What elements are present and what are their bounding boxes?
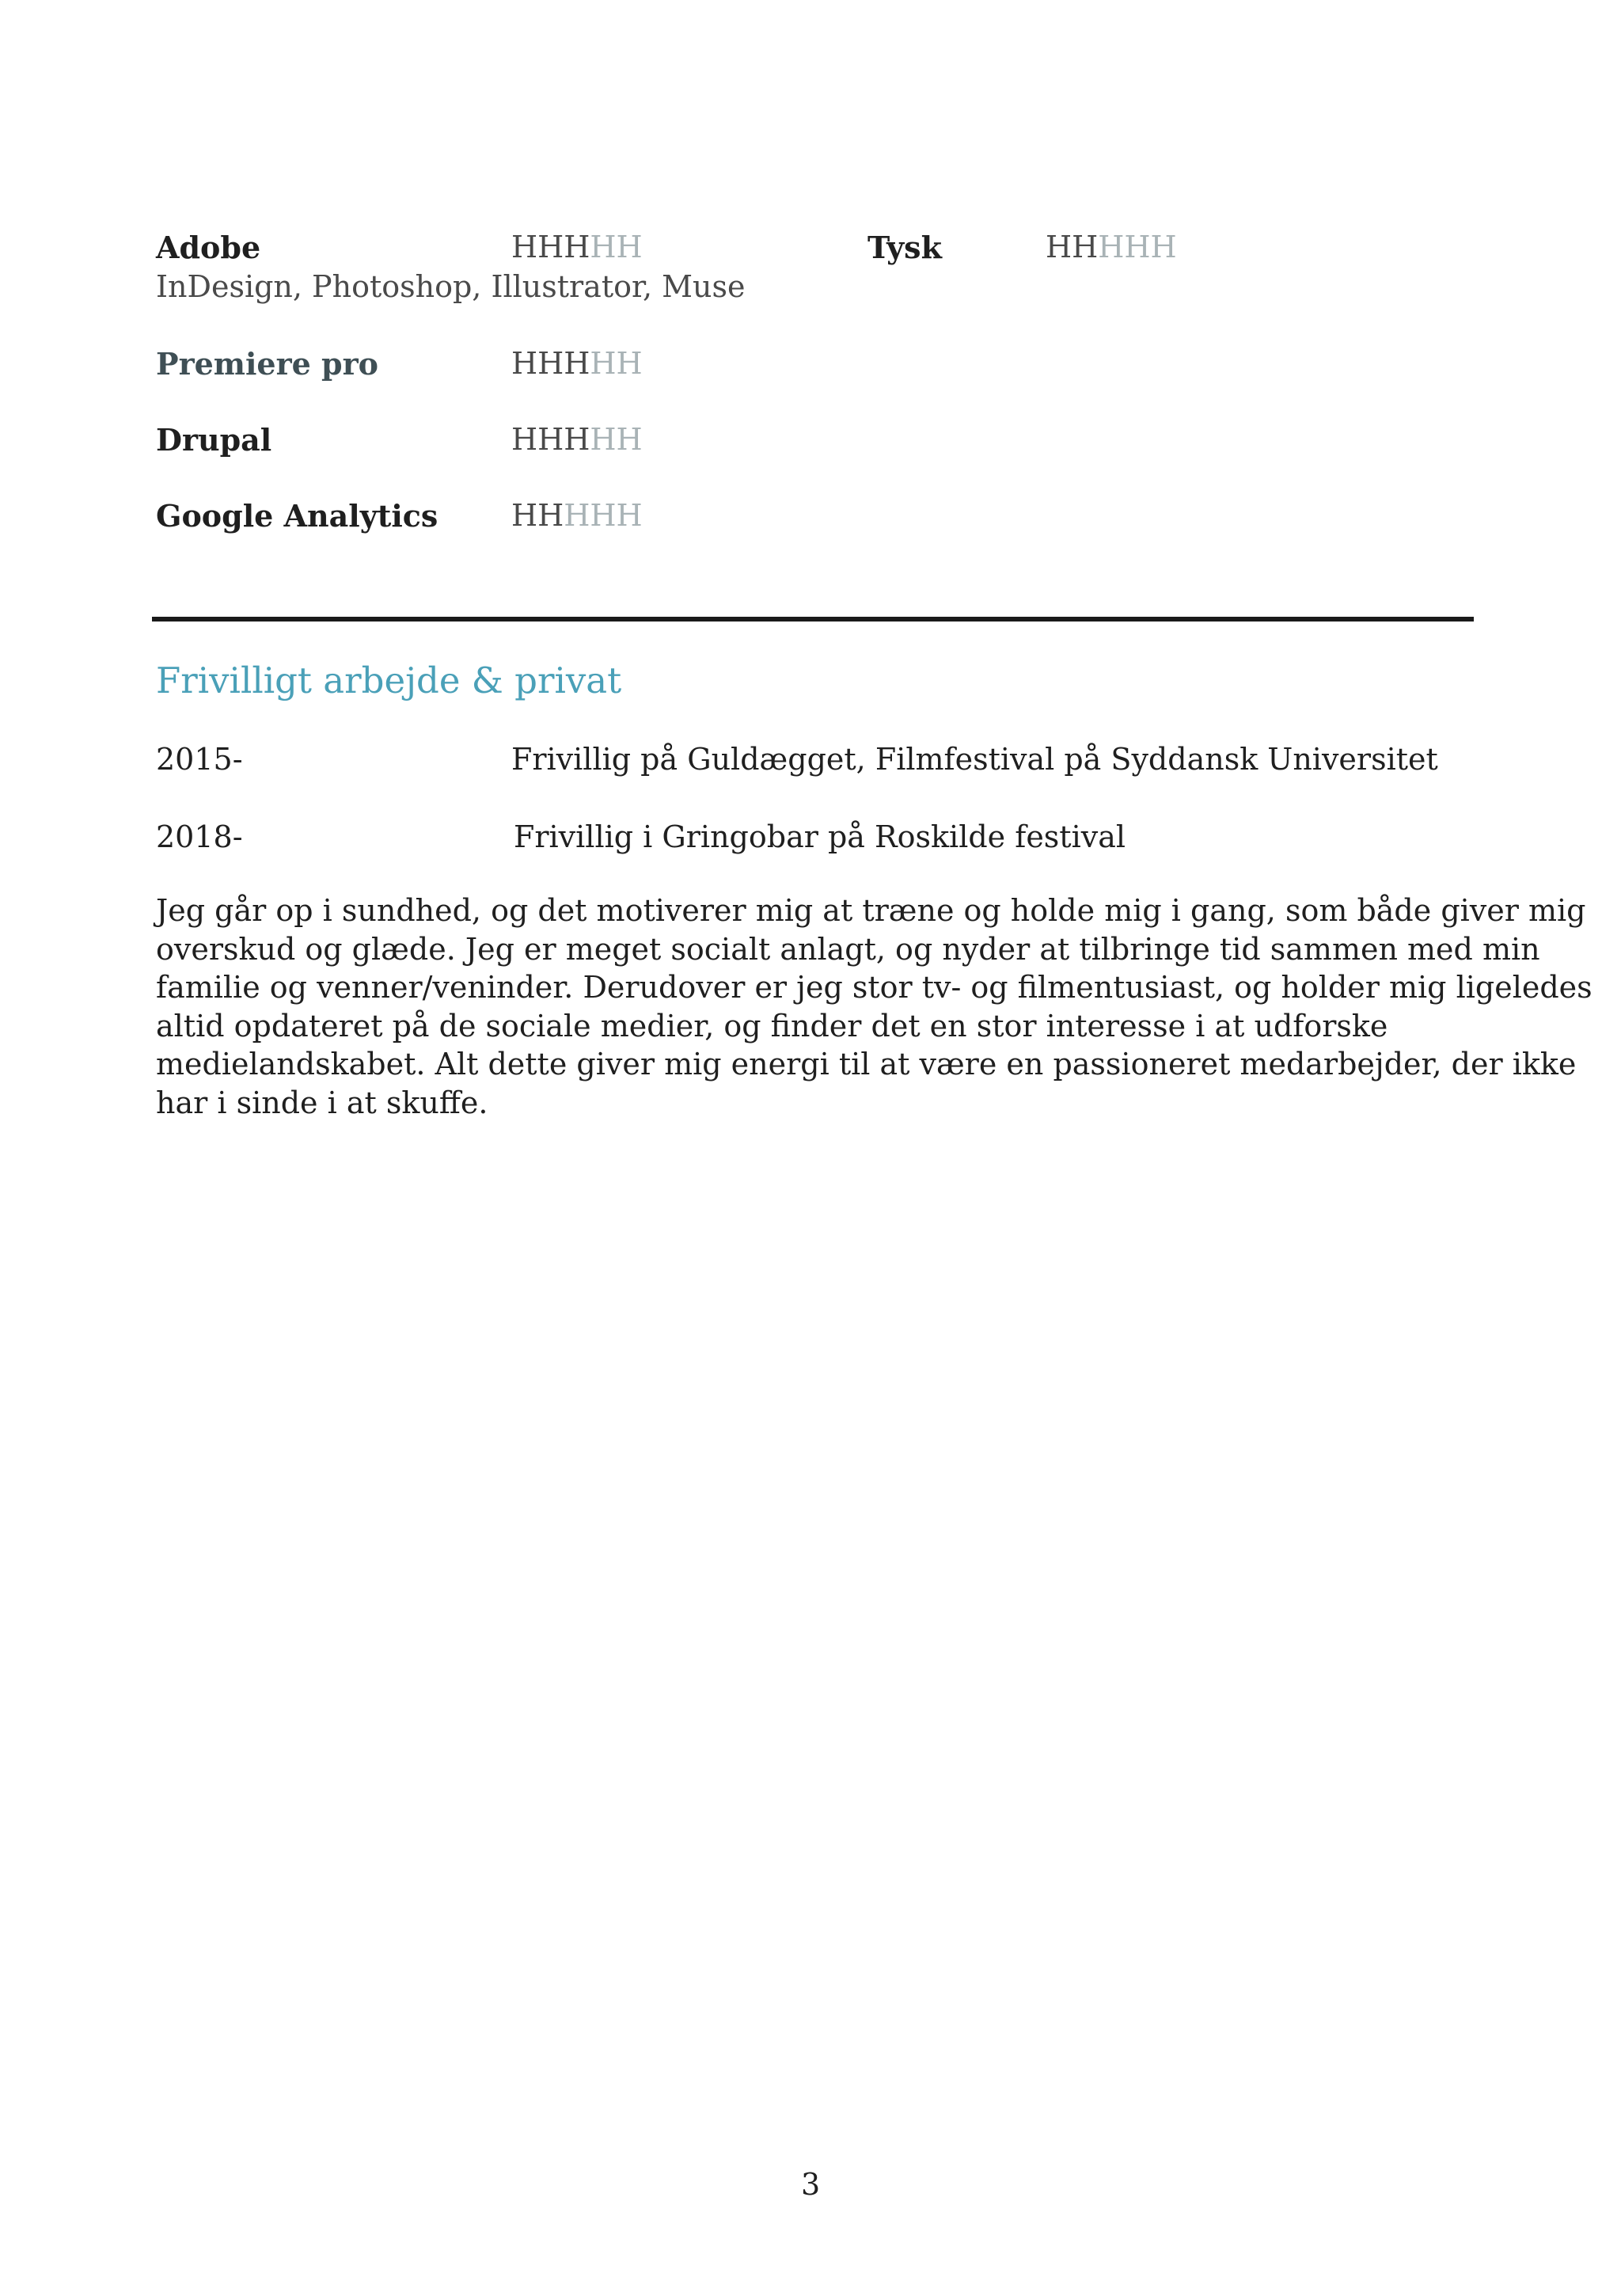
entry-text: Frivillig på Guldægget, Filmfestival på Syddansk Universitet [511,742,1438,777]
paragraph-line: familie og venner/veninder. Derudover er jeg stor tv- og filmentusiast, og holder mig ligeledes [156,970,1593,1005]
rating-empty: HH [590,422,643,457]
paragraph-line: har i sinde i at skuffe. [156,1085,488,1120]
entry-year: 2015- [156,742,243,777]
rating-filled: HHH [511,422,590,457]
rating-empty: HHH [564,498,643,533]
skill-name-google-analytics: Google Analytics [156,498,438,534]
rating-filled: HH [511,498,564,533]
paragraph-line: medielandskabet. Alt dette giver mig energi til at være en passioneret medarbejder, der ikke [156,1047,1577,1081]
language-name-tysk: Tysk [867,230,942,265]
language-rating-tysk [1046,230,1177,264]
skill-rating-drupal [511,422,643,457]
skill-rating-google-analytics [511,498,643,533]
rating-filled: HHH [511,346,590,381]
entry-text: Frivillig i Gringobar på Roskilde festival [514,819,1126,854]
personal-paragraph [156,891,1593,1122]
skill-name-adobe: Adobe [156,230,261,265]
rating-empty: HHH [1098,230,1177,264]
skill-rating-premiere-pro [511,346,643,381]
paragraph-line: overskud og glæde. Jeg er meget socialt anlagt, og nyder at tilbringe tid sammen med min [156,931,1540,967]
skill-rating-adobe [511,230,643,264]
rating-empty: HH [590,346,643,381]
rating-filled: HHH [511,230,590,264]
entry-year: 2018- [156,819,243,854]
skill-name-premiere-pro: Premiere pro [156,346,378,382]
rating-empty: HH [590,230,643,264]
section-title-volunteer: Frivilligt arbejde & privat [156,660,622,701]
skill-name-drupal: Drupal [156,422,272,458]
paragraph-line: altid opdateret på de sociale medier, og finder det en stor interesse i at udforske [156,1008,1388,1043]
page-number: 3 [801,2167,821,2202]
section-divider [152,617,1474,622]
rating-filled: HH [1046,230,1099,264]
skill-sub-adobe: InDesign, Photoshop, Illustrator, Muse [156,269,746,304]
paragraph-line: Jeg går op i sundhed, og det motiverer mig at træne og holde mig i gang, som både giver mig [156,893,1586,928]
